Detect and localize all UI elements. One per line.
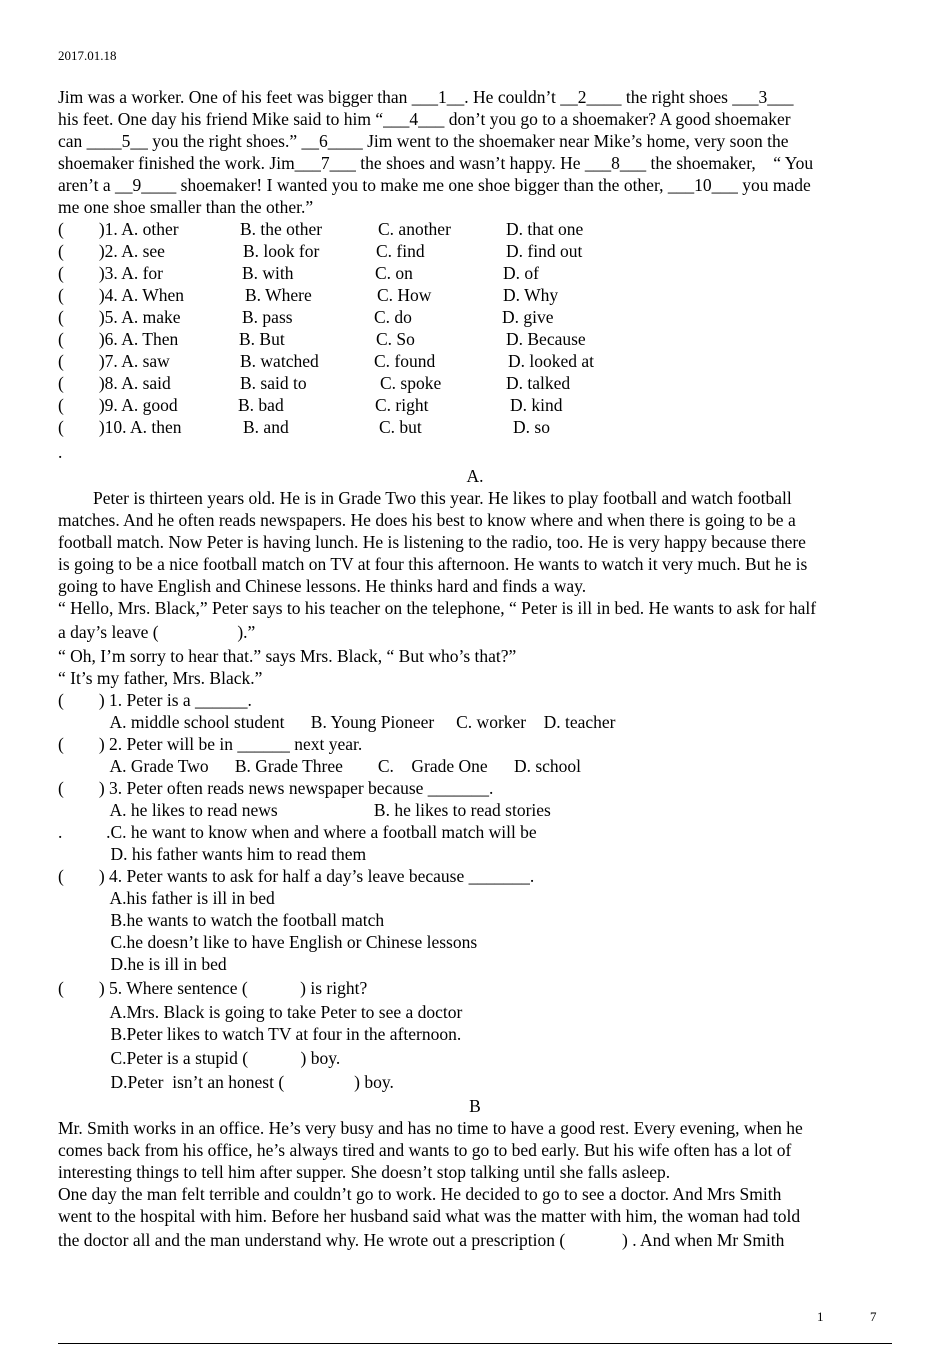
passage1-line: his feet. One day his friend Mike said to him “___4___ don’t you go to a shoemaker? A good shoemaker — [58, 109, 791, 129]
section-b-heading: B — [469, 1096, 481, 1116]
option-b: B. bad — [238, 395, 284, 415]
passage1-line: can ____5__ you the right shoes.” __6____ Jim went to the shoemaker near Mike’s home, very soon the — [58, 131, 789, 151]
footer-rule — [58, 1343, 892, 1344]
option-c: C. but — [379, 417, 422, 437]
section-a-item: A. middle school student B. Young Pioneer C. worker D. teacher — [58, 712, 616, 732]
option-b: B. the other — [240, 219, 323, 239]
stray-dot: . — [58, 442, 63, 462]
page-number: 1 — [817, 1309, 824, 1324]
section-a-item: B.he wants to watch the football match — [58, 910, 385, 930]
option-d: D. Why — [503, 285, 559, 305]
option-c: C. do — [374, 307, 412, 327]
option-d: D. looked at — [508, 351, 595, 371]
section-a-item: C.Peter is a stupid ( ) boy. — [58, 1048, 341, 1068]
option-b: B. pass — [242, 307, 293, 327]
question-stem: ( )7. A. saw — [58, 351, 170, 371]
option-c: C. right — [375, 395, 429, 415]
section-b-line: One day the man felt terrible and couldn’t go to work. He decided to go to see a doctor. And Mrs Smith — [58, 1184, 782, 1204]
section-a-item: A.his father is ill in bed — [58, 888, 275, 908]
option-b: B. with — [242, 263, 294, 283]
section-b-line: went to the hospital with him. Before her husband said what was the matter with him, the woman had told — [58, 1206, 801, 1226]
section-a-line: going to have English and Chinese lessons. He thinks hard and finds a way. — [58, 576, 587, 596]
date-header: 2017.01.18 — [58, 48, 117, 63]
question-stem: ( )4. A. When — [58, 285, 185, 305]
option-d: D. find out — [506, 241, 583, 261]
option-d: D. of — [503, 263, 539, 283]
section-a-item: B.Peter likes to watch TV at four in the afternoon. — [58, 1024, 462, 1044]
question-stem: ( )8. A. said — [58, 373, 171, 393]
section-a-line: Peter is thirteen years old. He is in Grade Two this year. He likes to play football and watch football — [58, 488, 792, 508]
section-a-line: is going to be a nice football match on TV at four this afternoon. He wants to watch it very much. But he is — [58, 554, 808, 574]
question-stem: ( )5. A. make — [58, 307, 181, 327]
section-a-heading: A. — [466, 466, 484, 486]
question-stem: ( )2. A. see — [58, 241, 165, 261]
section-b-line: Mr. Smith works in an office. He’s very busy and has no time to have a good rest. Every evening, when he — [58, 1118, 803, 1138]
question-stem: ( )10. A. then — [58, 417, 182, 437]
option-c: C. find — [376, 241, 425, 261]
section-a-item: A. Grade Two B. Grade Three C. Grade One D. school — [58, 756, 582, 776]
section-a-item: A. he likes to read news B. he likes to read stories — [58, 800, 551, 820]
question-stem: ( )9. A. good — [58, 395, 178, 415]
option-b: B. look for — [243, 241, 320, 261]
passage1-line: me one shoe smaller than the other.” — [58, 197, 314, 217]
section-a-item: D.he is ill in bed — [58, 954, 227, 974]
option-d: D. Because — [506, 329, 586, 349]
section-b-line: interesting things to tell him after supper. She doesn’t stop talking until she falls asleep. — [58, 1162, 671, 1182]
question-stem: ( )3. A. for — [58, 263, 163, 283]
passage1-line: aren’t a __9____ shoemaker! I wanted you to make me one shoe bigger than the other, ___10___ you made — [58, 175, 811, 195]
option-d: D. give — [502, 307, 554, 327]
section-a-line: a day’s leave ( ).” — [58, 622, 256, 642]
option-c: C. found — [374, 351, 436, 371]
section-a-line: matches. And he often reads newspapers. He does his best to know where and when there is going to be a — [58, 510, 796, 530]
option-b: B. Where — [245, 285, 312, 305]
option-c: C. spoke — [380, 373, 442, 393]
section-a-item: ( ) 4. Peter wants to ask for half a day’s leave because _______. — [58, 866, 535, 886]
section-a-item: ( ) 5. Where sentence ( ) is right? — [58, 978, 368, 998]
section-a-item: ( ) 2. Peter will be in ______ next year. — [58, 734, 363, 754]
section-a-item: A.Mrs. Black is going to take Peter to see a doctor — [58, 1002, 463, 1022]
section-a-line: “ It’s my father, Mrs. Black.” — [58, 668, 263, 688]
section-a-item: . .C. he want to know when and where a football match will be — [58, 822, 537, 842]
option-b: B. But — [239, 329, 285, 349]
section-a-line: football match. Now Peter is having lunch. He is listening to the radio, too. He is very happy because there — [58, 532, 806, 552]
section-a-item: ( ) 1. Peter is a ______. — [58, 690, 252, 710]
option-d: D. that one — [506, 219, 584, 239]
section-a-line: “ Hello, Mrs. Black,” Peter says to his teacher on the telephone, “ Peter is ill in bed. He wants to ask for half — [58, 598, 817, 618]
option-b: B. said to — [240, 373, 307, 393]
passage1-line: shoemaker finished the work. Jim___7___ the shoes and wasn’t happy. He ___8___ the shoemaker, “ You — [58, 153, 814, 173]
passage1-line: Jim was a worker. One of his feet was bigger than ___1__. He couldn’t __2____ the right shoes ___3___ — [58, 87, 794, 107]
section-a-item: D.Peter isn’t an honest ( ) boy. — [58, 1072, 394, 1092]
option-c: C. another — [378, 219, 451, 239]
option-c: C. How — [377, 285, 432, 305]
section-a-item: C.he doesn’t like to have English or Chinese lessons — [58, 932, 478, 952]
option-b: B. and — [243, 417, 289, 437]
option-c: C. So — [376, 329, 415, 349]
option-b: B. watched — [240, 351, 319, 371]
section-a-item: D. his father wants him to read them — [58, 844, 367, 864]
page-total: 7 — [870, 1309, 877, 1324]
question-stem: ( )1. A. other — [58, 219, 179, 239]
section-b-line: the doctor all and the man understand why. He wrote out a prescription ( ) . And when Mr Smith — [58, 1230, 785, 1250]
option-d: D. kind — [510, 395, 563, 415]
section-a-item: ( ) 3. Peter often reads news newspaper because _______. — [58, 778, 494, 798]
option-c: C. on — [375, 263, 413, 283]
option-d: D. talked — [506, 373, 571, 393]
section-a-line: “ Oh, I’m sorry to hear that.” says Mrs. Black, “ But who’s that?” — [58, 646, 517, 666]
section-b-line: comes back from his office, he’s always tired and wants to go to bed early. But his wife often has a lot of — [58, 1140, 792, 1160]
question-stem: ( )6. A. Then — [58, 329, 179, 349]
option-d: D. so — [513, 417, 550, 437]
